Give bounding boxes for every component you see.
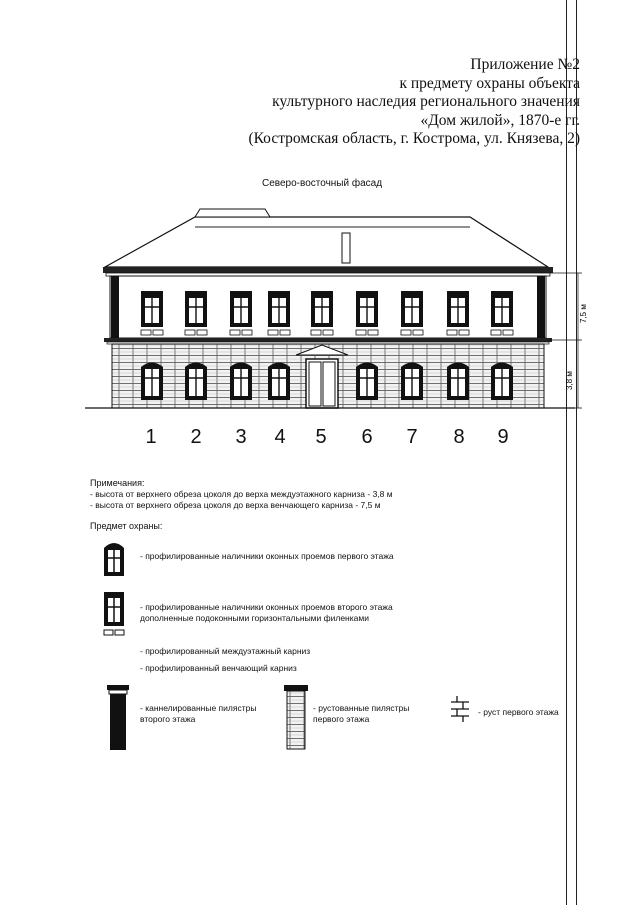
roof bbox=[105, 209, 548, 267]
legend-fluted-pilasters bbox=[140, 703, 256, 725]
bay-number: 8 bbox=[453, 426, 465, 448]
header-line-3: культурного наследия регионального значения bbox=[272, 93, 580, 110]
bay-number: 2 bbox=[190, 426, 202, 448]
first-floor-window bbox=[141, 363, 163, 401]
bay-number: 1 bbox=[145, 426, 157, 448]
fluted-pilaster-legend-icon bbox=[106, 683, 130, 751]
dimension-lines bbox=[548, 273, 588, 408]
fluted-pilaster bbox=[537, 276, 545, 338]
legend-interfloor-cornice: - профилированный междуэтажный карниз bbox=[140, 646, 311, 656]
dim-upper-label: 7,5 м bbox=[579, 304, 588, 323]
subject-title: Предмет охраны: bbox=[90, 521, 163, 531]
legend-fluted-line2: второго этажа bbox=[140, 714, 196, 724]
first-floor-window bbox=[447, 363, 469, 401]
first-floor-window bbox=[356, 363, 378, 401]
legend-second-floor-windows bbox=[140, 602, 393, 624]
legend-second-floor-line1: - профилированные наличники оконных проемов второго этажа bbox=[140, 602, 393, 612]
legend-first-floor-rust: - руст первого этажа bbox=[478, 707, 559, 717]
crowning-cornice bbox=[103, 267, 553, 276]
second-floor-window-legend-icon bbox=[101, 590, 127, 638]
rusticated-pilaster-legend-icon bbox=[283, 683, 309, 751]
notes-title: Примечания: bbox=[90, 478, 145, 488]
legend-first-floor-windows: - профилированные наличники оконных проемов первого этажа bbox=[140, 551, 394, 561]
interfloor-cornice bbox=[104, 338, 552, 344]
first-floor-window bbox=[230, 363, 252, 401]
bay-number: 5 bbox=[315, 426, 327, 448]
facade-title: Северо-восточный фасад bbox=[262, 178, 383, 189]
first-floor-window bbox=[491, 363, 513, 401]
note-item: - высота от верхнего обреза цоколя до верха венчающего карниза - 7,5 м bbox=[90, 500, 381, 510]
first-floor-window bbox=[185, 363, 207, 401]
legend-second-floor-line2: дополненные подоконными горизонтальными филенками bbox=[140, 613, 369, 623]
note-item: - высота от верхнего обреза цоколя до верха междуэтажного карниза - 3,8 м bbox=[90, 489, 393, 499]
bay-number: 7 bbox=[406, 426, 418, 448]
legend-rusticated-line1: - рустованные пилястры bbox=[313, 703, 410, 713]
legend-crowning-cornice: - профилированный венчающий карниз bbox=[140, 663, 297, 673]
legend-rusticated-line2: первого этажа bbox=[313, 714, 370, 724]
dim-lower-label: 3,8 м bbox=[565, 371, 574, 390]
header-line-1: Приложение №2 bbox=[470, 56, 580, 73]
rust-legend-icon bbox=[449, 696, 471, 722]
legend-rusticated-pilasters bbox=[313, 703, 409, 725]
fluted-pilaster bbox=[111, 276, 119, 338]
header-line-5: (Костромская область, г. Кострома, ул. Князева, 2) bbox=[248, 130, 580, 147]
legend-fluted-line1: - каннелированные пилястры bbox=[140, 703, 257, 713]
first-floor-window bbox=[268, 363, 290, 401]
first-floor-window bbox=[401, 363, 423, 401]
bay-number: 9 bbox=[497, 426, 509, 448]
facade-drawing bbox=[0, 195, 640, 420]
bay-number: 3 bbox=[235, 426, 247, 448]
bay-number: 4 bbox=[274, 426, 286, 448]
header-line-4: «Дом жилой», 1870-е гг. bbox=[420, 111, 580, 129]
notes-block bbox=[90, 478, 393, 511]
bay-number: 6 bbox=[361, 426, 373, 448]
appendix-header bbox=[248, 56, 580, 149]
header-line-2: к предмету охраны объекта bbox=[399, 74, 580, 92]
first-floor-window-legend-icon bbox=[101, 536, 127, 578]
